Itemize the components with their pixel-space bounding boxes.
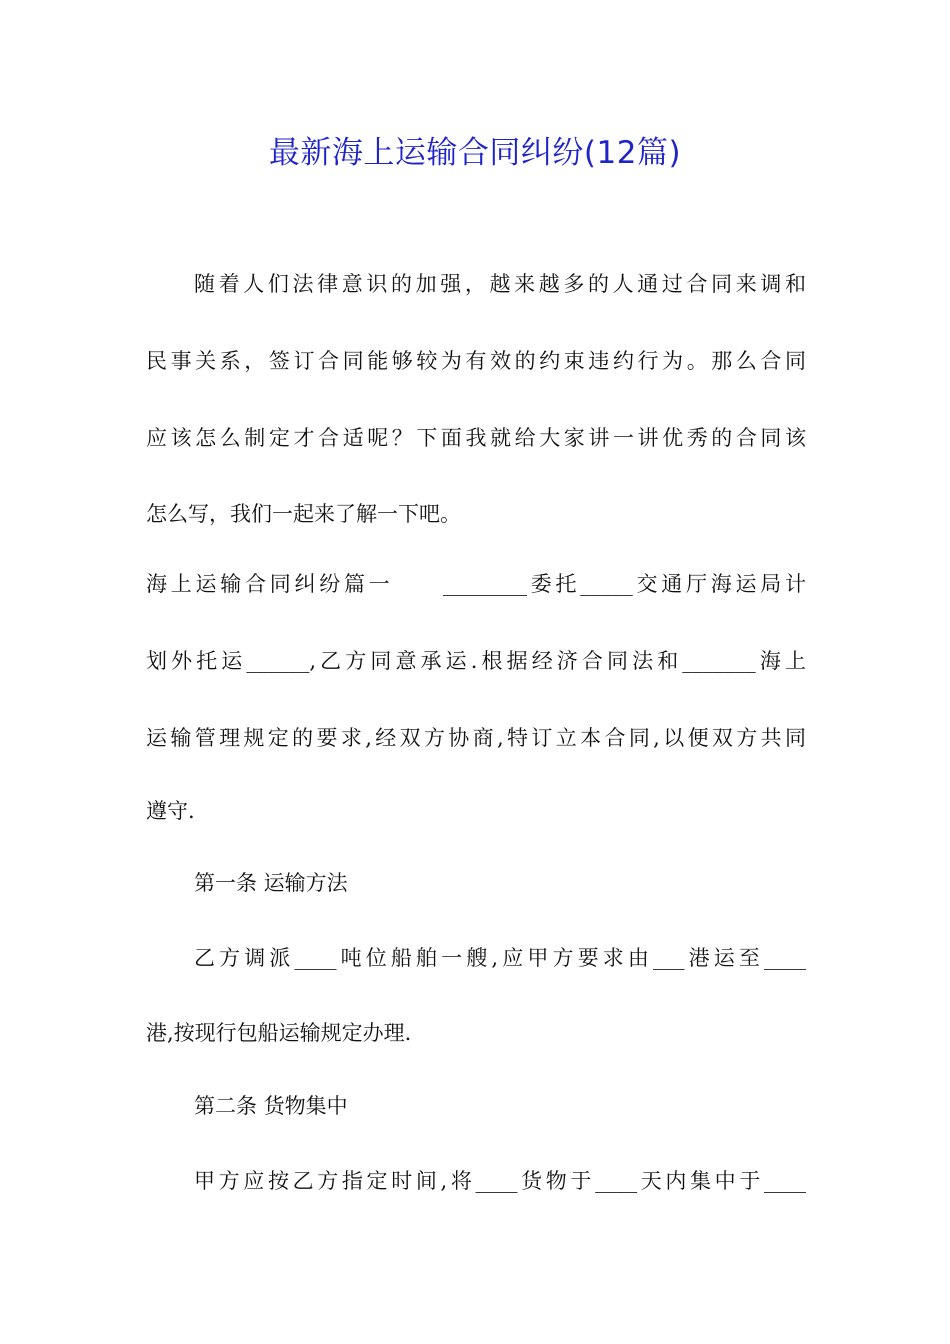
paragraph-line: 甲方应按乙方指定时间,将____货物于____天内集中于____ xyxy=(194,1169,806,1193)
paragraph-line: 乙方调派____吨位船舶一艘,应甲方要求由___港运至____ xyxy=(194,946,806,970)
paragraph-line: 应该怎么制定才合适呢？下面我就给大家讲一讲优秀的合同该 xyxy=(146,426,806,450)
paragraph-line: 民事关系，签订合同能够较为有效的约束违约行为。那么合同 xyxy=(146,349,806,373)
section-heading: 第一条 运输方法 xyxy=(194,871,348,895)
paragraph-line: 运输管理规定的要求,经双方协商,特订立本合同,以便双方共同 xyxy=(146,726,806,750)
section-heading: 第二条 货物集中 xyxy=(194,1094,348,1118)
paragraph-line: 遵守. xyxy=(146,799,195,823)
paragraph-line: 港,按现行包船运输规定办理. xyxy=(146,1021,412,1045)
paragraph-line: 随着人们法律意识的加强，越来越多的人通过合同来调和 xyxy=(194,272,806,296)
paragraph-line: 划外托运______,乙方同意承运.根据经济合同法和_______海上 xyxy=(146,649,806,673)
paragraph-line: 怎么写，我们一起来了解一下吧。 xyxy=(146,502,461,526)
paragraph-line: 海上运输合同纠纷篇一 ________委托_____交通厅海运局计 xyxy=(146,572,806,596)
document-title: 最新海上运输合同纠纷(12篇) xyxy=(268,135,682,171)
